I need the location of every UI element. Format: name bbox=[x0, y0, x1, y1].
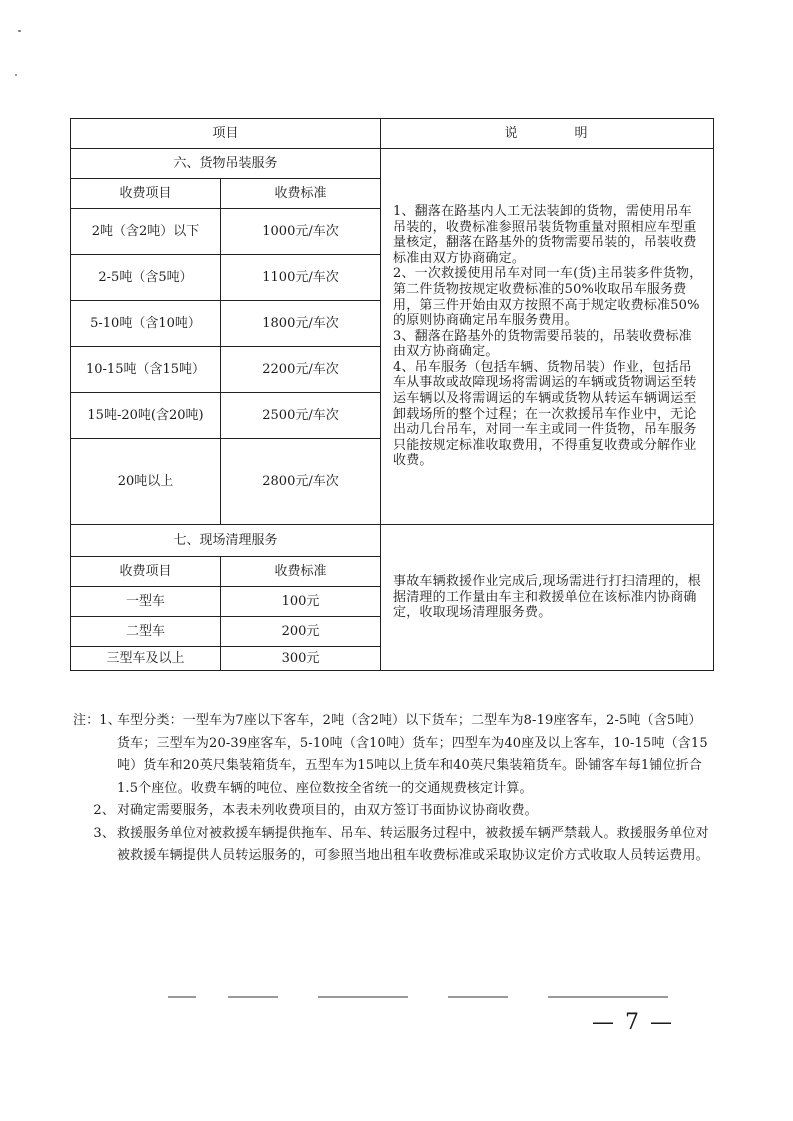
table-header-row bbox=[71, 119, 714, 149]
footnote-lead: 注：1、 bbox=[73, 713, 121, 728]
page-number: — 7 — bbox=[592, 1010, 674, 1035]
footnote-2 bbox=[73, 800, 713, 823]
section7-title: 七、现场清理服务 bbox=[71, 525, 381, 557]
fee-standard: 100元 bbox=[221, 587, 381, 617]
scan-dashes bbox=[168, 996, 688, 999]
fee-standard: 2200元/车次 bbox=[221, 347, 381, 393]
section6-col-item: 收费项目 bbox=[71, 179, 221, 209]
scan-speck bbox=[18, 30, 21, 32]
section6-note-3: 3、翻落在路基外的货物需要吊装的，吊装收费标准由双方协商确定。 bbox=[393, 328, 692, 360]
fee-standard: 2500元/车次 bbox=[221, 393, 381, 439]
fee-item: 一型车 bbox=[71, 587, 221, 617]
fee-standard: 300元 bbox=[221, 647, 381, 671]
footnote-3 bbox=[73, 823, 713, 868]
fee-item: 2-5吨（含5吨） bbox=[71, 255, 221, 301]
footnote-text: 车型分类：一型车为7座以下客车，2吨（含2吨）以下货车；二型车为8-19座客车，2-5吨（含5吨）货车；三型车为20-39座客车，5-10吨（含10吨）货车；四型车为40座及以上客车，10-15吨（含15吨）货车和20英尺集装箱货车，五型车为15吨以上货车和40英尺集装箱货车。卧铺客车每1铺位折合1.5个座位。收费车辆的吨位、座位数按全省统一的交通规费核定计算。 bbox=[117, 713, 708, 796]
fee-standard: 1000元/车次 bbox=[221, 209, 381, 255]
footnote-1 bbox=[73, 710, 713, 800]
section6-notes bbox=[381, 149, 714, 525]
fee-item: 二型车 bbox=[71, 617, 221, 647]
fee-item: 2吨（含2吨）以下 bbox=[71, 209, 221, 255]
section6-col-std: 收费标准 bbox=[221, 179, 381, 209]
footnote-lead: 3、 bbox=[93, 825, 115, 841]
fee-table bbox=[70, 118, 714, 671]
fee-standard: 2800元/车次 bbox=[221, 439, 381, 525]
fee-standard: 1100元/车次 bbox=[221, 255, 381, 301]
section6-note-2: 2、一次救援使用吊车对同一车(货)主吊装多件货物，第二件货物按规定收费标准的50%收取吊车服务费用，第三件开始由双方按照不高于规定收费标准50%的原则协商确定吊车服务费用。 bbox=[393, 266, 703, 329]
section7-col-item: 收费项目 bbox=[71, 557, 221, 587]
fee-item: 三型车及以上 bbox=[71, 647, 221, 671]
header-note: 说 明 bbox=[381, 119, 714, 149]
fee-item: 15吨-20吨(含20吨) bbox=[71, 393, 221, 439]
footnote-text: 救援服务单位对被救援车辆提供拖车、吊车、转运服务过程中，被救援车辆严禁载人。救援服务单位对被救援车辆提供人员转运服务的，可参照当地出租车收费标准或采取协议定价方式收取人员转运费用。 bbox=[117, 825, 709, 863]
section7-col-std: 收费标准 bbox=[221, 557, 381, 587]
section7-note-cell bbox=[381, 525, 714, 671]
section6-title-row bbox=[71, 149, 714, 179]
header-item: 项目 bbox=[71, 119, 381, 149]
fee-item: 20吨以上 bbox=[71, 439, 221, 525]
footnotes bbox=[73, 710, 713, 868]
fee-item: 5-10吨（含10吨） bbox=[71, 301, 221, 347]
section6-note-1: 1、翻落在路基内人工无法装卸的货物，需使用吊车吊装的，收费标准参照吊装货物重量对照相应车型重量核定，翻落在路基外的货物需要吊装的，吊装收费标准由双方协商确定。 bbox=[393, 203, 697, 266]
section6-title: 六、货物吊装服务 bbox=[71, 149, 381, 179]
footnote-text: 对确定需要服务，本表未列收费项目的，由双方签订书面协议协商收费。 bbox=[117, 803, 538, 818]
fee-standard: 200元 bbox=[221, 617, 381, 647]
footnote-lead: 2、 bbox=[93, 803, 115, 818]
section7-title-row bbox=[71, 525, 714, 557]
fee-item: 10-15吨（含15吨） bbox=[71, 347, 221, 393]
section7-note: 事故车辆救援作业完成后,现场需进行打扫清理的，根据清理的工作量由车主和救援单位在该标准内协商确定，收取现场清理服务费。 bbox=[393, 574, 701, 621]
scan-speck bbox=[15, 74, 17, 76]
section6-note-4: 4、吊车服务（包括车辆、货物吊装）作业，包括吊车从事故或故障现场将需调运的车辆或货物调运至转运车辆以及将需调运的车辆或货物从转运车辆调运至卸载场所的整个过程；在一次救援吊车作业中，无论出动几台吊车，对同一车主或同一件货物，吊车服务只能按规定标准收取费用，不得重复收费或分解作业收费。 bbox=[393, 359, 697, 469]
fee-standard: 1800元/车次 bbox=[221, 301, 381, 347]
